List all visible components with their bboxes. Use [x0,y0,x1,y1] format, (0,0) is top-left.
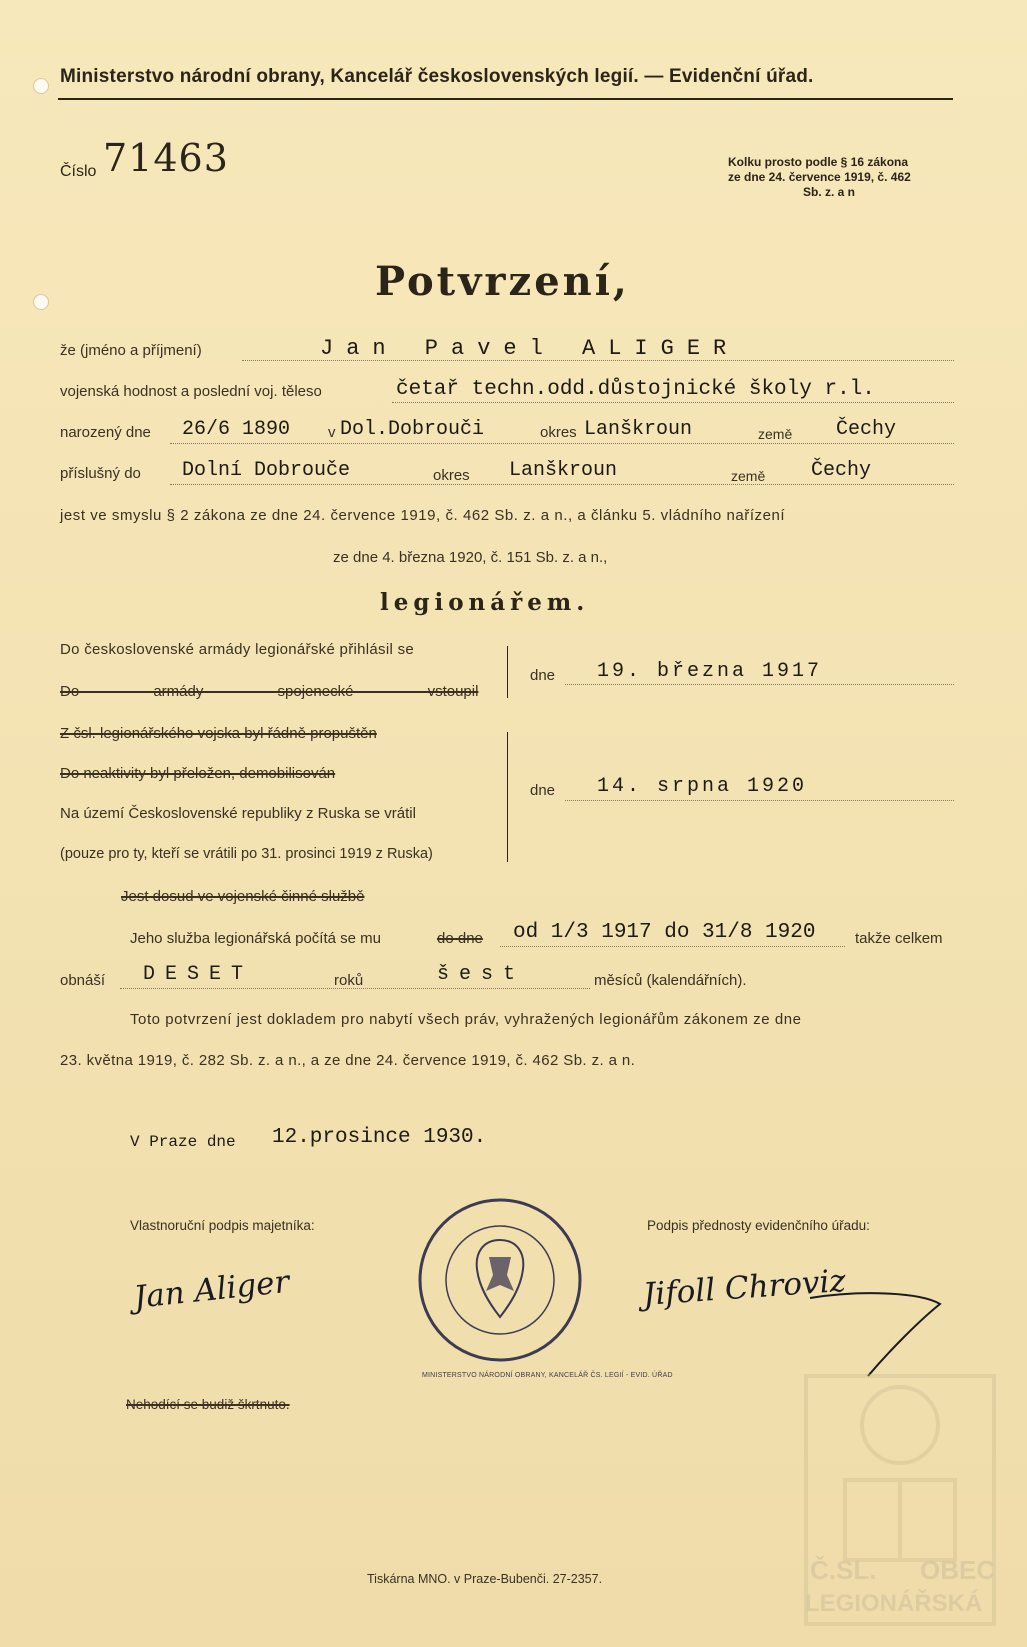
stamp-note-3: Sb. z. a n [803,185,856,199]
joined-label: Do československé armády legionářské přihlásil se [60,641,415,658]
rank-value: četař techn.odd.důstojnické školy r.l. [396,378,875,401]
discharged-label: Z čsl. legionářského vojska byl řádně propuštěn [60,725,377,742]
born-district-label: okres [540,424,577,441]
legionnaire-heading: legionářem. [380,589,590,616]
belongs-district: Lanškroun [509,459,618,482]
born-country: Čechy [836,418,897,441]
stamp-note-1: Kolku prosto podle § 16 zákona [728,155,909,169]
watermark-line-1: Č.SL. [810,1555,877,1585]
belongs-place: Dolní Dobrouče [182,459,351,482]
duration-period: od 1/3 1917 do 31/8 1920 [513,921,816,944]
head-signature-label: Podpis přednosty evidenčního úřadu: [647,1218,870,1233]
total-label: obnáší [60,972,106,989]
return-dne-label: dne [530,782,556,799]
document-title: Potvrzení, [375,258,630,305]
born-country-label: země [758,426,793,442]
bracket-2 [507,732,508,862]
returned-label: Na území Československé republiky z Ruska se vrátil [60,805,416,822]
owner-signature-label: Vlastnoruční podpis majetníka: [130,1218,315,1233]
inactive-label: Do neaktivity byl přeložen, demobilisován [60,765,336,782]
law-text-1: jest ve smyslu § 2 zákona ze dne 24. července 1919, č. 462 Sb. z. a n., a článku 5. vládního nařízení [60,507,786,524]
duration-struck: do dne [437,930,483,947]
issue-date: 12.prosince 1930. [272,1126,487,1149]
total-years: DESET [143,963,254,986]
head-signature: Jifoll Chroviz [641,1262,847,1313]
number-label: Číslo [60,163,97,180]
punch-hole [33,78,49,94]
total-months: šest [437,963,526,986]
header-rule [58,98,953,100]
watermark-line-3: LEGIONÁŘSKÁ [805,1590,983,1617]
document-number: 71463 [103,136,229,180]
years-label: roků [334,972,364,989]
duration-text-2: takže celkem [855,930,943,947]
joined-date: 19. března 1917 [597,660,823,683]
official-seal [415,1195,585,1365]
name-value: Jan Pavel ALIGER [320,336,740,361]
watermark-line-2: OBEC [920,1555,996,1585]
belongs-country-label: země [731,468,766,484]
signature-flourish [800,1290,950,1380]
born-label: narozený dne [60,424,151,441]
law-text-2: ze dne 4. března 1920, č. 151 Sb. z. a n., [333,549,608,566]
joined-dne-label: dne [530,667,556,684]
bracket-1 [507,646,508,698]
born-district: Lanškroun [584,418,693,441]
owner-signature: Jan Aliger [132,1263,291,1316]
stamp-note-2: ze dne 24. července 1919, č. 462 [728,170,911,184]
duration-text-1: Jeho služba legionářská počítá se mu [130,930,381,947]
months-label: měsíců (kalendářních). [594,972,747,989]
allied-label: Do armády spojenecké vstoupil [60,683,479,700]
rank-label: vojenská hodnost a poslední voj. těleso [60,383,322,400]
belongs-label: příslušný do [60,465,141,482]
born-place-label: v [328,424,336,441]
punch-hole [33,294,49,310]
belongs-country: Čechy [811,459,872,482]
printer-note: Tiskárna MNO. v Praze-Bubenči. 27-2357. [367,1572,603,1586]
confirmation-1: Toto potvrzení jest dokladem pro nabytí všech práv, vyhražených legionářům zákonem ze dne [130,1011,802,1028]
confirmation-2: 23. května 1919, č. 282 Sb. z. a n., a ze dne 24. července 1919, č. 462 Sb. z. a n. [60,1052,636,1069]
name-label: že (jméno a příjmení) [60,342,202,359]
place-prefix: V Praze dne [130,1133,236,1151]
returned-note: (pouze pro ty, kteří se vrátili po 31. prosinci 1919 z Ruska) [60,846,433,862]
cross-out-note: Nehodící se budiž škrtnuto. [126,1397,290,1412]
active-service-label: Jest dosud ve vojenské činné službě [121,888,365,905]
seal-text: MINISTERSTVO NÁRODNÍ OBRANY, KANCELÁŘ ČS. LEGIÍ - EVID. ÚŘAD [422,1372,673,1379]
born-place: Dol.Dobrouči [340,418,485,441]
return-date: 14. srpna 1920 [597,775,808,798]
belongs-district-label: okres [433,467,470,484]
born-date: 26/6 1890 [182,418,291,441]
header-title: Ministerstvo národní obrany, Kancelář československých legií. — Evidenční úřad. [60,66,814,87]
